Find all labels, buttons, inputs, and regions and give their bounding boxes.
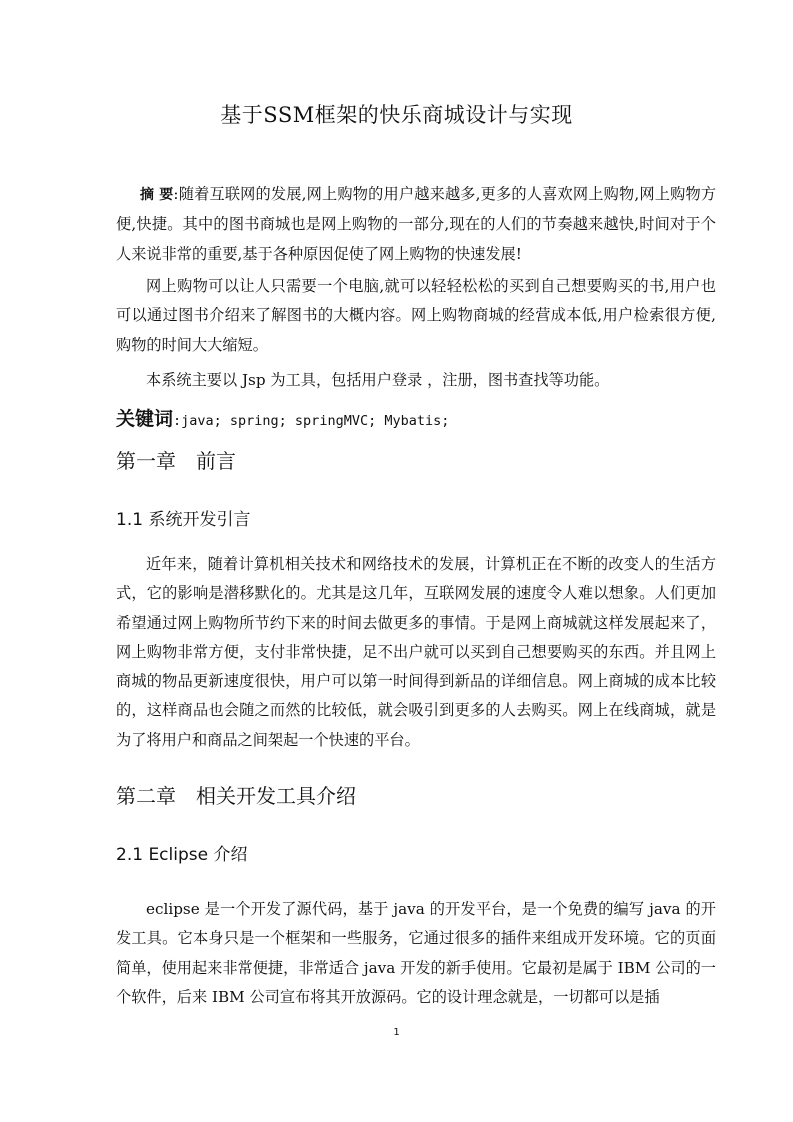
- chapter-2-heading: 第二章 相关开发工具介绍: [116, 784, 356, 808]
- abstract-paragraph-2: 网上购物可以让人只需要一个电脑,就可以轻轻松松的买到自己想要购买的书,用户也可以通过图书介绍来了解图书的大概内容。网上购物商城的经营成本低,用户检索很方便,购物的时间大大缩短。: [116, 277, 716, 354]
- keywords-label: 关键词: [116, 408, 174, 430]
- section-2-1-body: eclipse 是一个开发了源代码，基于 java 的开发平台，是一个免费的编写 java 的开发工具。它本身只是一个框架和一些服务，它通过很多的插件来组成开发环境。它的页面简单，使用起来非常便捷，非常适合 java 开发的新手使用。它最初是属于 IBM 公司的一个软件，后来 IBM 公司宣布将其开放源码。它的设计理念就是，一切都可以是插: [116, 900, 716, 1006]
- section-1-1-heading: 1.1 系统开发引言: [116, 510, 251, 530]
- section-1-1-body: 近年来，随着计算机相关技术和网络技术的发展，计算机正在不断的改变人的生活方式，它的影响是潜移默化的。尤其是这几年，互联网发展的速度令人难以想象。人们更加希望通过网上购物所节约下来的时间去做更多的事情。于是网上商城就这样发展起来了，网上购物非常方便，支付非常快捷，足不出户就可以买到自己想要购买的东西。并且网上商城的物品更新速度很快，用户可以第一时间得到新品的详细信息。网上商城的成本比较的，这样商品也会随之而然的比较低，就会吸引到更多的人去购买。网上在线商城，就是为了将用户和商品之间架起一个快速的平台。: [116, 555, 716, 749]
- keywords-line: [116, 404, 716, 436]
- section-2-1-heading: 2.1 Eclipse 介绍: [116, 845, 248, 865]
- abstract-text-1: :随着互联网的发展,网上购物的用户越来越多,更多的人喜欢网上购物,网上购物方便,快捷。其中的图书商城也是网上购物的一部分,现在的人们的节奏越来越快,时间对于个人来说非常的重要,基于各种原因促使了网上购物的快速发展!: [116, 185, 717, 263]
- document-title: 基于SSM框架的快乐商城设计与实现: [220, 103, 573, 127]
- chapter-1-heading: 第一章 前言: [116, 449, 236, 473]
- page-number: 1: [393, 1027, 400, 1038]
- abstract-paragraph-1: [116, 180, 716, 269]
- abstract-label: 摘 要: [140, 187, 174, 203]
- abstract-paragraph-3: 本系统主要以 Jsp 为工具，包括用户登录 ，注册，图书查找等功能。: [146, 371, 610, 389]
- keywords-text: :java; spring; springMVC; Mybatis;: [173, 413, 450, 429]
